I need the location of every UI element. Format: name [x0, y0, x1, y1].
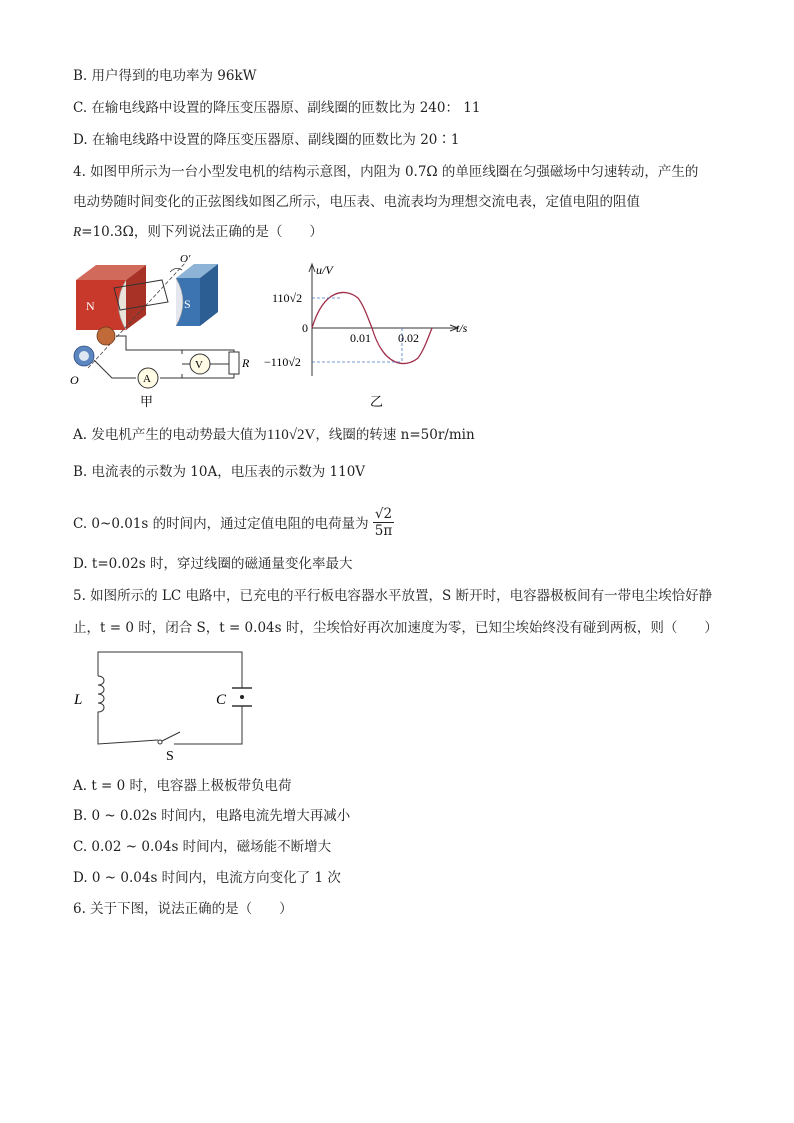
q6-stem: 6. 关于下图，说法正确的是（ ）: [73, 901, 293, 917]
resistor-label: R: [242, 356, 250, 370]
figure-jia-caption: 甲: [140, 394, 154, 409]
generator-diagram: [66, 250, 256, 410]
x-tick-002: 0.02: [398, 331, 419, 345]
ammeter-label: A: [143, 373, 151, 385]
switch-icon: [162, 732, 180, 741]
voltage-sine-graph: [264, 258, 474, 410]
q3-option-b: B. 用户得到的电功率为 96kW: [73, 68, 257, 84]
q4-stem-line-1: 4. 如图甲所示为一台小型发电机的结构示意图，内阻为 0.7Ω 的单匝线圈在匀强磁场中匀速转动，产生的: [73, 164, 699, 180]
voltmeter-label: V: [195, 359, 203, 371]
lc-circuit-diagram: [70, 648, 260, 766]
q3-option-d: D. 在输电线路中设置的降压变压器原、副线圈的匝数比为 20∶1: [73, 132, 460, 148]
y-max-label: 110√2: [272, 291, 303, 305]
q5-option-d: D. 0 ~ 0.04s 时间内，电流方向变化了 1 次: [73, 870, 341, 886]
origin-label: 0: [302, 321, 308, 335]
capacitor-label: C: [216, 692, 227, 708]
q5-stem-line-2: 止，t = 0 时，闭合 S，t = 0.04s 时，尘埃恰好再次加速度为零，已知尘埃始终没有碰到两板，则（ ）: [73, 620, 718, 636]
q4-option-a: [73, 425, 475, 445]
charge-fraction: [373, 506, 394, 539]
q5-option-c: C. 0.02 ~ 0.04s 时间内，磁场能不断增大: [73, 839, 332, 855]
x-tick-001: 0.01: [350, 331, 371, 345]
axis-o-label: O: [70, 373, 79, 387]
q4-option-a-text: A. 发电机产生的电动势最大值为: [73, 427, 267, 443]
q4-option-b: B. 电流表的示数为 10A，电压表的示数为 110V: [73, 464, 366, 480]
q3-option-c: C. 在输电线路中设置的降压变压器原、副线圈的匝数比为 240： 11: [73, 100, 481, 116]
magnet-n: [76, 265, 146, 330]
figure-yi-caption: 乙: [370, 394, 384, 409]
dust-particle: [240, 695, 244, 699]
rotation-arrow-icon: [170, 268, 182, 272]
slip-ring-1: [97, 327, 115, 345]
axis-o-prime-label: O′: [180, 253, 191, 265]
circuit-wire-top: [116, 336, 234, 358]
q5-option-b: B. 0 ~ 0.02s 时间内，电路电流先增大再减小: [73, 808, 351, 824]
inductor-icon: [98, 676, 104, 720]
q4-stem-line-3: [73, 222, 323, 242]
resistor-variable: R: [73, 224, 82, 239]
q4-stem-line-2: 电动势随时间变化的正弦图线如图乙所示，电压表、电流表均为理想交流电表，定值电阻的阻值: [73, 194, 640, 210]
q4-option-a-rest: ，线圈的转速 n=50r/min: [315, 427, 475, 443]
q4-stem-line-3-rest: =10.3Ω，则下列说法正确的是（ ）: [81, 224, 323, 240]
q5-option-a: A. t = 0 时，电容器上极板带负电荷: [73, 778, 292, 794]
fraction-numerator: √2: [374, 506, 393, 522]
circuit-wire-bottom: [94, 360, 136, 378]
switch-contact: [158, 740, 162, 744]
q5-stem-line-1: 5. 如图所示的 LC 电路中，已充电的平行板电容器水平放置，S 断开时，电容器极板间有一带电尘埃恰好静: [73, 588, 713, 604]
y-min-label: −110√2: [264, 355, 301, 369]
inductor-label: L: [74, 692, 83, 708]
x-axis-label: t/s: [456, 321, 468, 335]
q4-option-d: D. t=0.02s 时，穿过线圈的磁通量变化率最大: [73, 556, 353, 572]
q4-option-c: [73, 508, 394, 541]
magnet-n-label: N: [86, 299, 95, 313]
resistor-icon: [229, 352, 239, 374]
fraction-denominator: 5π: [374, 523, 393, 539]
q4-option-a-value: 110√2V: [266, 427, 316, 443]
magnet-s-label: S: [184, 297, 191, 311]
magnet-s: [176, 264, 218, 326]
y-axis-label: u/V: [316, 263, 333, 277]
switch-label: S: [166, 749, 174, 764]
q4-option-c-text: C. 0~0.01s 的时间内，通过定值电阻的电荷量为: [73, 516, 369, 532]
